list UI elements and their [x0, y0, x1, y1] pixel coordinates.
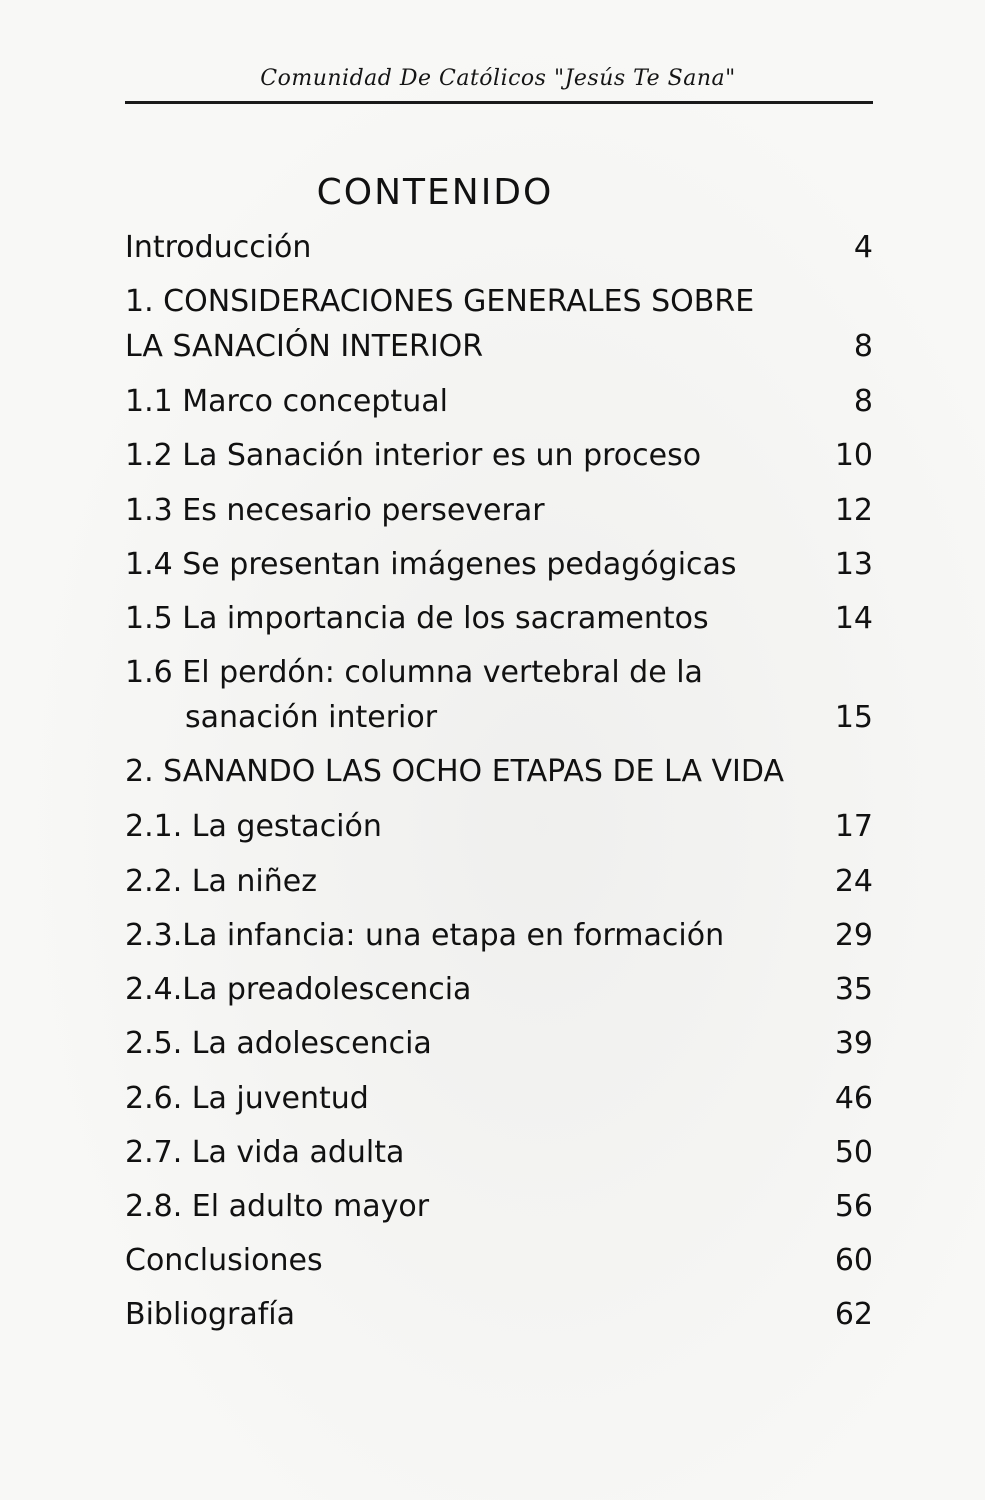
toc-entry-label: 1.4 Se presentan imágenes pedagógicas [125, 547, 737, 582]
toc-entry-label: 1. CONSIDERACIONES GENERALES SOBRE [125, 284, 755, 319]
toc-entry-page: 8 [853, 329, 873, 364]
toc-entry-label: Bibliografía [125, 1297, 296, 1332]
toc-entry-label: 2.6. La juventud [125, 1081, 369, 1116]
toc-entry-page: 56 [834, 1189, 873, 1224]
toc-entry-page: 13 [834, 547, 873, 582]
toc-entry-label: sanación interior [185, 700, 438, 735]
toc-entry-page: 14 [834, 601, 873, 636]
toc-entry-label: 1.2 La Sanación interior es un proceso [125, 438, 702, 473]
toc-entry-label: Introducción [125, 230, 312, 265]
toc-entry-page: 10 [834, 438, 873, 473]
toc-entry-label: 1.1 Marco conceptual [125, 384, 448, 419]
toc-entry-label: 1.6 El perdón: columna vertebral de la [125, 655, 703, 690]
running-header: Comunidad De Católicos "Jesús Te Sana" [260, 66, 736, 91]
toc-entry-label: 2.5. La adolescencia [125, 1026, 432, 1061]
toc-entry-page: 12 [834, 493, 873, 528]
toc-entry-label: 1.5 La importancia de los sacramentos [125, 601, 709, 636]
toc-entry-label: Conclusiones [125, 1243, 323, 1278]
toc-entry-page: 39 [834, 1026, 873, 1061]
toc-title: CONTENIDO [316, 172, 554, 213]
toc-entry-label: 2.7. La vida adulta [125, 1135, 405, 1170]
toc-entry-label: 2.4.La preadolescencia [125, 972, 472, 1007]
toc-entry-page: 29 [834, 918, 873, 953]
toc-entry-page: 60 [834, 1243, 873, 1278]
toc-entry-label: 2.1. La gestación [125, 809, 382, 844]
header-rule [125, 101, 873, 104]
toc-entry-page: 17 [834, 809, 873, 844]
toc-entry-page: 4 [853, 230, 873, 265]
toc-entry-label: 2. SANANDO LAS OCHO ETAPAS DE LA VIDA [125, 754, 784, 789]
toc-entry-label: LA SANACIÓN INTERIOR [125, 329, 484, 364]
toc-entry-page: 46 [834, 1081, 873, 1116]
toc-entry-page: 24 [834, 864, 873, 899]
toc-entry-page: 15 [834, 700, 873, 735]
toc-entry-page: 62 [834, 1297, 873, 1332]
toc-entry-label: 2.2. La niñez [125, 864, 317, 899]
toc-entry-label: 2.3.La infancia: una etapa en formación [125, 918, 725, 953]
toc-entry-label: 2.8. El adulto mayor [125, 1189, 430, 1224]
toc-entry-page: 8 [853, 384, 873, 419]
toc-entry-page: 35 [834, 972, 873, 1007]
toc-entry-label: 1.3 Es necesario perseverar [125, 493, 545, 528]
toc-entry-page: 50 [834, 1135, 873, 1170]
